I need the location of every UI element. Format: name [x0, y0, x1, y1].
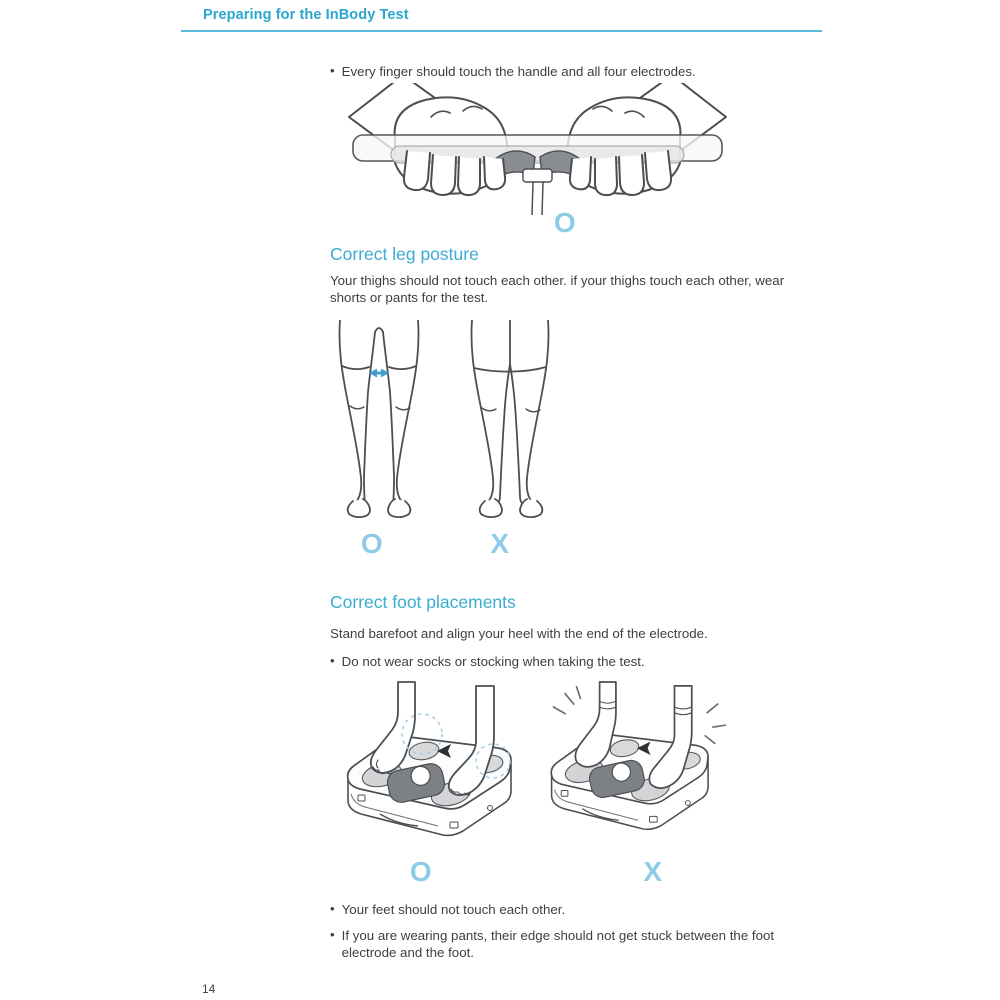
header-divider — [181, 30, 822, 32]
bullet-dot: • — [330, 63, 335, 78]
correct-marker-legs: O — [360, 528, 384, 559]
pants-bullet-line-1: If you are wearing pants, their edge should not get stuck between the foot — [341, 928, 775, 943]
bullet-dot: • — [330, 901, 335, 916]
correct-marker-hands: O — [553, 207, 577, 238]
pants-bullet-line-2: electrode and the foot. — [341, 944, 474, 960]
legs-incorrect — [471, 320, 548, 517]
gap-arrow — [369, 369, 389, 378]
intro-bullet-text: Every finger should touch the handle and all four electrodes. — [341, 64, 696, 79]
leg-posture-comparison-illustration — [333, 320, 553, 520]
leg-posture-body — [330, 273, 900, 306]
device-incorrect — [551, 682, 725, 829]
section-heading-foot-placements: Correct foot placements — [330, 592, 516, 612]
socks-bullet — [330, 654, 890, 671]
foot-placement-body: Stand barefoot and align your heel with the end of the electrode. — [330, 626, 708, 641]
intro-bullet — [330, 64, 890, 81]
section-heading-leg-posture: Correct leg posture — [330, 244, 479, 264]
bullet-dot: • — [330, 653, 335, 668]
page-title: Preparing for the InBody Test — [203, 7, 409, 23]
legs-correct — [339, 320, 418, 517]
warning-strokes — [554, 687, 726, 744]
incorrect-marker-feet: X — [643, 856, 663, 887]
closing-bullet-pants-text — [342, 928, 774, 961]
bullet-dot: • — [330, 927, 335, 942]
closing-bullet-feet — [330, 902, 900, 919]
incorrect-marker-legs: X — [490, 528, 510, 559]
closing-bullet-feet-text: Your feet should not touch each other. — [341, 902, 566, 917]
cable — [532, 182, 543, 215]
leg-body-line-2: shorts or pants for the test. — [330, 289, 489, 305]
device-correct — [348, 682, 511, 835]
foot-placement-comparison-illustration — [336, 680, 736, 852]
closing-bullet-pants — [330, 928, 900, 961]
leg-body-line-1: Your thighs should not touch each other. if your thighs touch each other, wear — [330, 273, 785, 288]
correct-marker-feet: O — [409, 856, 433, 887]
socks-bullet-text: Do not wear socks or stocking when taking the test. — [341, 654, 645, 669]
hands-gripping-handle-illustration — [345, 83, 730, 215]
page-number: 14 — [202, 982, 216, 996]
